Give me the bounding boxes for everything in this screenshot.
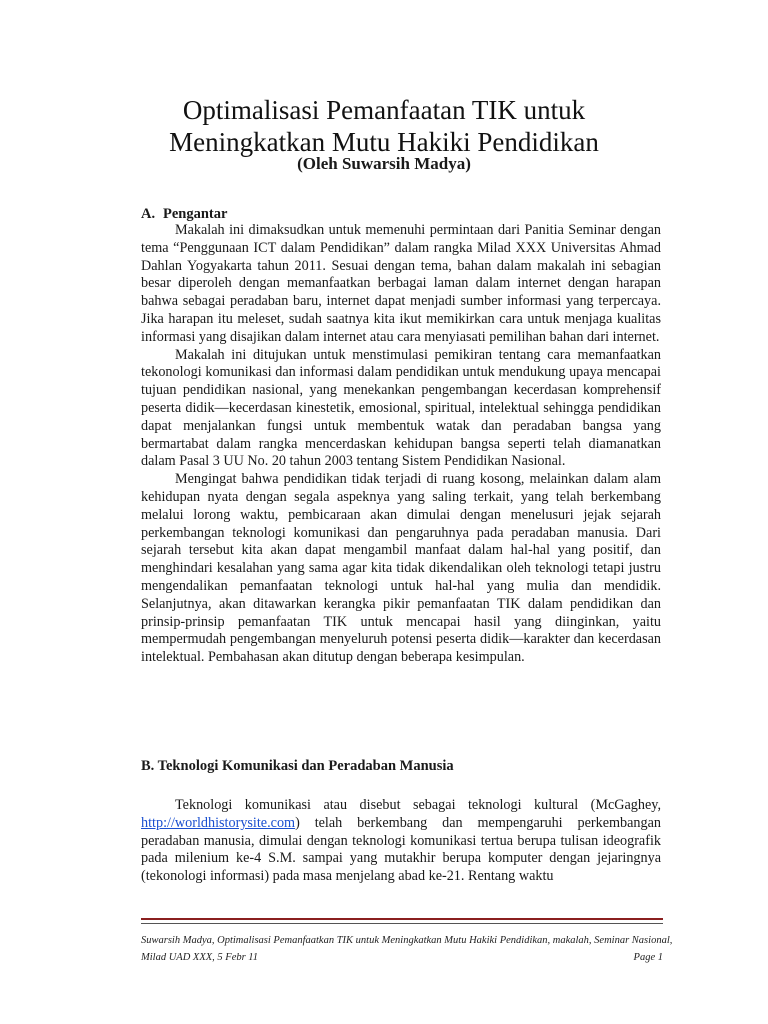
footer-line-2 <box>141 949 663 966</box>
section-a-title: Pengantar <box>163 206 228 222</box>
section-b-heading: B. Teknologi Komunikasi dan Peradaban Manusia <box>141 758 454 774</box>
footer-citation: Suwarsih Madya, Optimalisasi Pemanfaatkan TIK untuk Meningkatkan Mutu Hakiki Pendidikan, makalah, Seminar Nasional, <box>141 935 673 946</box>
paragraph: Mengingat bahwa pendidikan tidak terjadi di ruang kosong, melainkan dalam alam kehidupan nyata dengan segala aspeknya yang saling terkait, yang telah berkembang melalui lorong waktu, pembicaraan akan dimulai dengan menelusuri jejak sejarah perkembangan teknologi komunikasi dan pengaruhnya pada peradaban manusia. Dari sejarah tersebut kita akan dapat mengambil manfaat dalam hal-hal yang positif, dan menghindari kesalahan yang sama agar kita tidak dikendalikan oleh teknologi tetapi justru mengendalikan pemanfaatan teknologi untuk hal-hal yang mulia dan mendidik. Selanjutnya, akan ditawarkan kerangka pikir pemanfaatan TIK dalam pendidikan dan prinsip-prinsip pemanfaatan TIK untuk mencapai hasil yang diinginkan, yaitu mempermudah pengembangan menyeluruh potensi peserta didik—karakter dan kecerdasan intelektual. Pembahasan akan ditutup dengan beberapa kesimpulan. <box>141 471 661 666</box>
section-a-body <box>141 222 661 667</box>
paragraph: Makalah ini dimaksudkan untuk memenuhi permintaan dari Panitia Seminar dengan tema “Penggunaan ICT dalam Pendidikan” dalam rangka Milad XXX Universitas Ahmad Dahlan Yogyakarta tahun 2011. Sesuai dengan tema, bahan dalam makalah ini sebagian besar diperoleh dengan memanfaatkan berbagai laman dalam internet dengan harapan bahwa sebagai peradaban baru, internet dapat menjadi sumber informasi yang terpercaya. Jika harapan itu meleset, sudah saatnya kita ikut memikirkan cara untuk menjaga kualitas informasi yang disajikan dalam internet atau cara menyiasati pemilihan bahan dari internet. <box>141 222 661 345</box>
paragraph: Makalah ini ditujukan untuk menstimulasi pemikiran tentang cara memanfaatkan tekonologi komunikasi dan informasi dalam pendidikan untuk mendukung upaya mencapai tujuan pendidikan nasional, yang menekankan pengembangan kecerdasan komprehensif peserta didik—kecerdasan kinestetik, emosional, spiritual, intelektual sehingga pendidikan dapat menjalankan fungsi untuk membentuk watak dan peradaban bangsa yang bermartabat dalam rangka mencerdaskan kehidupan bangsa seperti telah diamanatkan dalam Pasal 3 UU No. 20 tahun 2003 tentang Sistem Pendidikan Nasional. <box>141 346 661 470</box>
footer-rule-bottom <box>141 923 663 924</box>
paragraph <box>141 797 661 886</box>
author-line: (Oleh Suwarsih Madya) <box>297 154 471 173</box>
section-a-label: A. <box>141 206 156 222</box>
section-b-body <box>141 797 661 886</box>
title-line-2: Meningkatkan Mutu Hakiki Pendidikan <box>169 127 599 157</box>
document-title <box>110 94 658 158</box>
page-footer <box>141 932 673 966</box>
paragraph-text: Teknologi komunikasi atau disebut sebagai teknologi kultural (McGaghey, <box>175 797 661 813</box>
footer-rule-top <box>141 918 663 920</box>
section-a-heading <box>141 206 227 223</box>
page-number: Page 1 <box>633 952 663 963</box>
worldhistorysite-link[interactable]: http://worldhistorysite.com <box>141 814 296 831</box>
footer-citation-end: Milad UAD XXX, 5 Febr 11 <box>141 952 259 963</box>
title-line-1: Optimalisasi Pemanfaatan TIK untuk <box>182 95 586 125</box>
footer-line-1 <box>141 932 673 949</box>
paragraph-text: ) telah berkembang dan mempengaruhi perkembangan peradaban manusia, dimulai dengan teknologi komunikasi tertua berupa tulisan ideografik pada milenium ke-4 S.M. sampai yang mutakhir berupa komputer dengan jejaringnya (tekonologi informasi) pada masa menjelang abad ke-21. Rentang waktu <box>141 814 661 885</box>
